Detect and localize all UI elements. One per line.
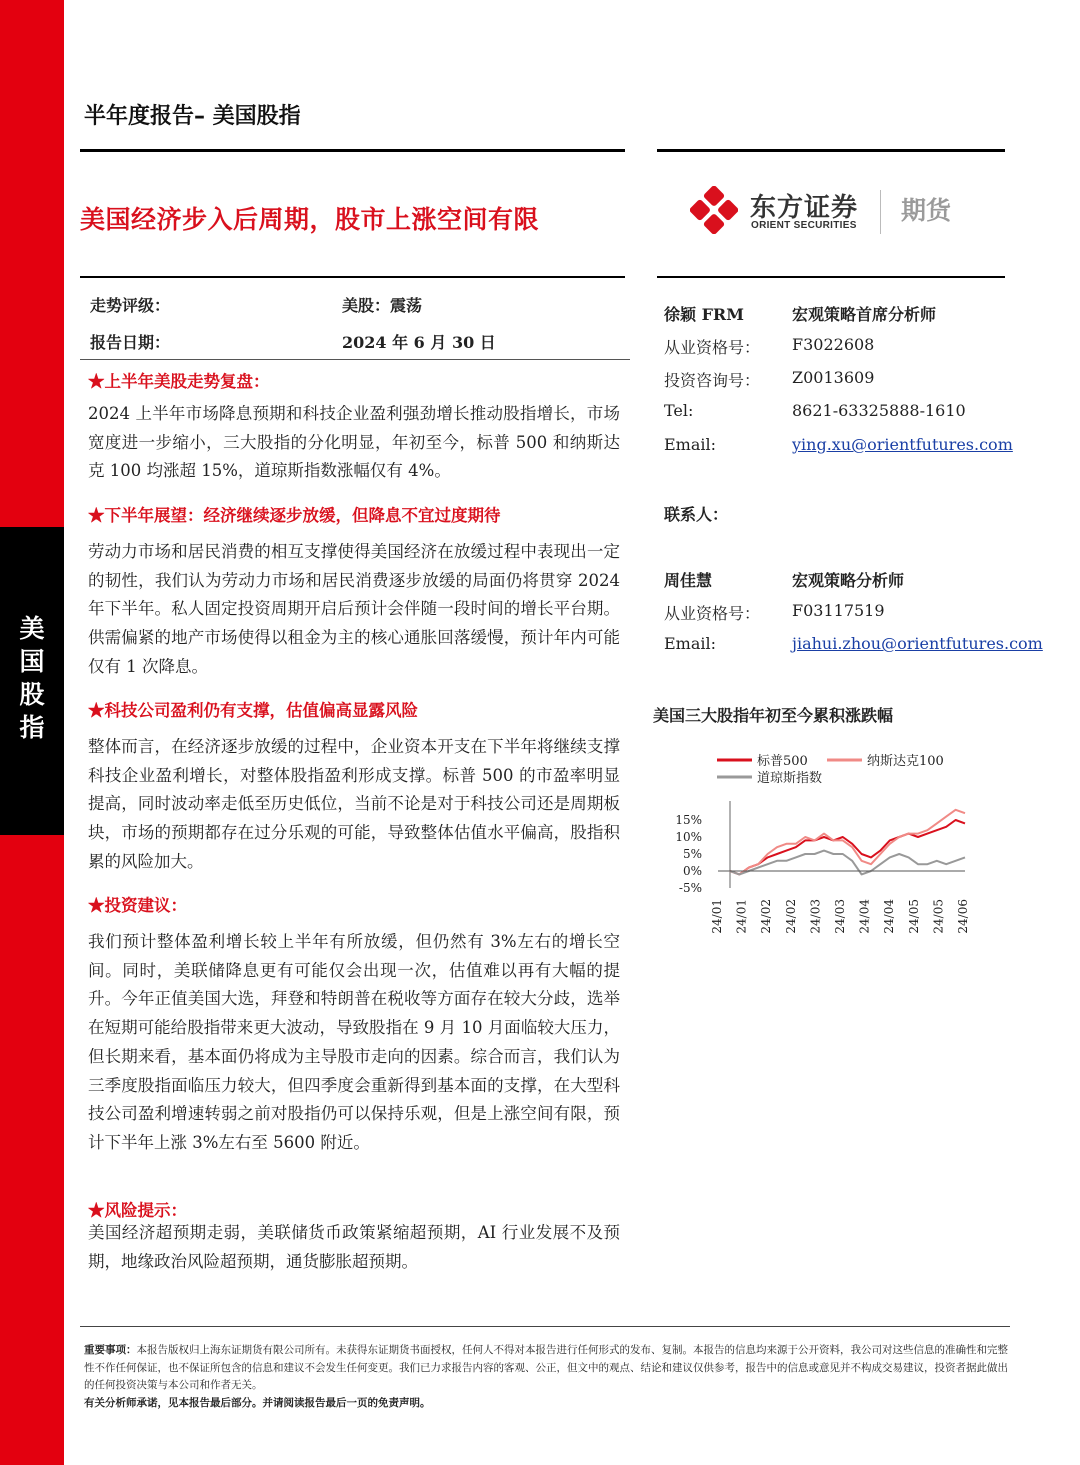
analyst2-name: 周佳慧 xyxy=(664,571,713,590)
section-heading: ★风险提示： xyxy=(88,1201,187,1220)
disclaimer xyxy=(84,1342,1009,1412)
date-value: 2024 年 6 月 30 日 xyxy=(342,333,496,352)
side-label-char: 国 xyxy=(19,647,45,676)
x-tick-label: 24/04 xyxy=(882,899,897,934)
x-tick-label: 24/05 xyxy=(906,899,921,934)
legend-label: 道琼斯指数 xyxy=(757,771,823,786)
date-label: 报告日期： xyxy=(90,333,171,352)
y-tick-label: 15% xyxy=(675,813,702,827)
section-body: 劳动力市场和居民消费的相互支撑使得美国经济在放缓过程中表现出一定的韧性，我们认为劳动力市场和居民消费逐步放缓的局面仍将贯穿 2024 年下半年。私人固定投资周期开启后预计会伴随一段时间的增长平台期。供需偏紧的地产市场使得以租金为主的核心通胀回落缓慢，预计年内可能仅有 1 次降息。 xyxy=(88,542,620,676)
section-body: 美国经济超预期走弱，美联储货币政策紧缩超预期，AI 行业发展不及预期，地缘政治风险超预期，通货膨胀超预期。 xyxy=(88,1223,620,1271)
analyst2-email-link[interactable]: jiahui.zhou@orientfutures.com xyxy=(792,634,1043,653)
report-type-header: 半年度报告– 美国股指 xyxy=(84,104,301,129)
analyst2-row-label: Email: xyxy=(664,634,717,653)
side-label-char: 指 xyxy=(19,713,45,742)
analyst1-row-value: Z0013609 xyxy=(792,368,875,387)
analyst1-row-value: F3022608 xyxy=(792,335,875,354)
analyst1-title: 宏观策略首席分析师 xyxy=(792,305,937,324)
analyst1-row-value: 8621-63325888-1610 xyxy=(792,401,966,420)
index-performance-chart xyxy=(655,735,975,960)
x-tick-label: 24/03 xyxy=(808,899,823,934)
header-rule-right xyxy=(657,149,1005,152)
contact-label: 联系人： xyxy=(664,505,729,524)
x-tick-label: 24/01 xyxy=(734,899,749,934)
analyst1-row-label: Email: xyxy=(664,435,717,454)
orient-logo-icon xyxy=(690,186,738,234)
footer-rule xyxy=(80,1326,1010,1327)
analyst2-title: 宏观策略分析师 xyxy=(792,571,905,590)
section-heading: ★投资建议： xyxy=(88,896,187,915)
x-tick-label: 24/04 xyxy=(857,899,872,934)
section-body: 我们预计整体盈利增长较上半年有所放缓，但仍然有 3%左右的增长空间。同时，美联储降息更有可能仅会出现一次，估值难以再有大幅的提升。今年正值美国大选，拜登和特朗普在税收等方面存在较大分歧，选举在短期可能给股指带来更大波动，导致股指在 9 月 10 月面临较大压力，但长期来看，基本面仍将成为主导股市走向的因素。综合而言，我们认为三季度股指面临压力较大，但四季度会重新得到基本面的支撑，在大型科技公司盈利增速转弱之前对股指仍可以保持乐观，但是上涨空间有限，预计下半年上涨 3%左右至 5600 附近。 xyxy=(88,932,620,1152)
disclaimer-text: 本报告版权归上海东证期货有限公司所有。未获得东证期货书面授权，任何人不得对本报告进行任何形式的发布、复制。本报告的信息均来源于公开资料，我公司对这些信息的准确性和完整性不作任何保证，也不保证所包含的信息和建议不会发生任何变更。我们已力求报告内容的客观、公正，但文中的观点、结论和建议仅供参考，报告中的信息或意见并不构成交易建议，投资者据此做出的任何投资决策与本公司和作者无关。 xyxy=(84,1344,1008,1391)
section-heading: ★下半年展望：经济继续逐步放缓，但降息不宜过度期待 xyxy=(88,506,501,525)
report-title: 美国经济步入后周期，股市上涨空间有限 xyxy=(80,205,540,234)
rating-value: 美股：震荡 xyxy=(342,296,423,315)
logo-futures-text: 期货 xyxy=(901,196,952,225)
title-rule-left xyxy=(80,276,625,278)
x-tick-label: 24/01 xyxy=(710,899,724,934)
section-body: 2024 上半年市场降息预期和科技企业盈利强劲增长推动股指增长，市场宽度进一步缩小，三大股指的分化明显，年初至今，标普 500 和纳斯达克 100 均涨超 15%，道琼斯指数涨幅仅有 4%。 xyxy=(88,404,620,481)
meta-divider xyxy=(80,359,630,360)
disclaimer-lead: 重要事项： xyxy=(84,1344,137,1356)
side-label-char: 美 xyxy=(19,614,45,643)
y-tick-label: -5% xyxy=(678,881,702,895)
rating-label: 走势评级： xyxy=(90,296,171,315)
section-heading: ★上半年美股走势复盘： xyxy=(88,372,270,391)
chart-title: 美国三大股指年初至今累积涨跌幅 xyxy=(653,706,894,725)
company-logo xyxy=(690,184,980,240)
legend-label: 纳斯达克100 xyxy=(867,754,944,769)
title-rule-right xyxy=(657,276,1005,278)
analyst1-name: 徐颖 FRM xyxy=(664,305,744,324)
section-body: 整体而言，在经济逐步放缓的过程中，企业资本开支在下半年将继续支撑科技企业盈利增长，对整体股指盈利形成支撑。标普 500 的市盈率明显提高，同时波动率走低至历史低位，当前不论是对于科技公司还是周期板块，市场的预期都存在过分乐观的可能，导致整体估值水平偏高，股指积累的风险加大。 xyxy=(88,737,620,871)
analyst1-email-link[interactable]: ying.xu@orientfutures.com xyxy=(792,435,1013,454)
analyst1-row-label: 从业资格号： xyxy=(664,338,761,357)
analyst1-row-label: Tel: xyxy=(664,401,694,420)
header-rule-left xyxy=(80,149,625,152)
y-tick-label: 5% xyxy=(682,847,702,861)
legend-label: 标普500 xyxy=(757,754,808,769)
x-tick-label: 24/05 xyxy=(931,899,946,934)
x-tick-label: 24/02 xyxy=(783,899,798,934)
analyst2-row-label: 从业资格号： xyxy=(664,604,761,623)
logo-cn-text: 东方证券 xyxy=(750,193,859,223)
y-tick-label: 0% xyxy=(682,864,702,878)
section-heading: ★科技公司盈利仍有支撑，估值偏高显露风险 xyxy=(88,701,418,720)
logo-en-text: ORIENT SECURITIES xyxy=(751,220,857,231)
side-label-char: 股 xyxy=(19,680,45,709)
logo-separator xyxy=(880,190,881,234)
analyst2-row-value: F03117519 xyxy=(792,601,885,620)
x-tick-label: 24/03 xyxy=(833,899,847,934)
side-label xyxy=(0,612,64,744)
x-tick-label: 24/02 xyxy=(759,899,774,934)
analyst1-row-label: 投资咨询号： xyxy=(664,371,761,390)
x-tick-label: 24/06 xyxy=(956,899,970,934)
y-tick-label: 10% xyxy=(675,830,702,844)
disclaimer-line2: 有关分析师承诺，见本报告最后部分。并请阅读报告最后一页的免责声明。 xyxy=(84,1396,431,1409)
